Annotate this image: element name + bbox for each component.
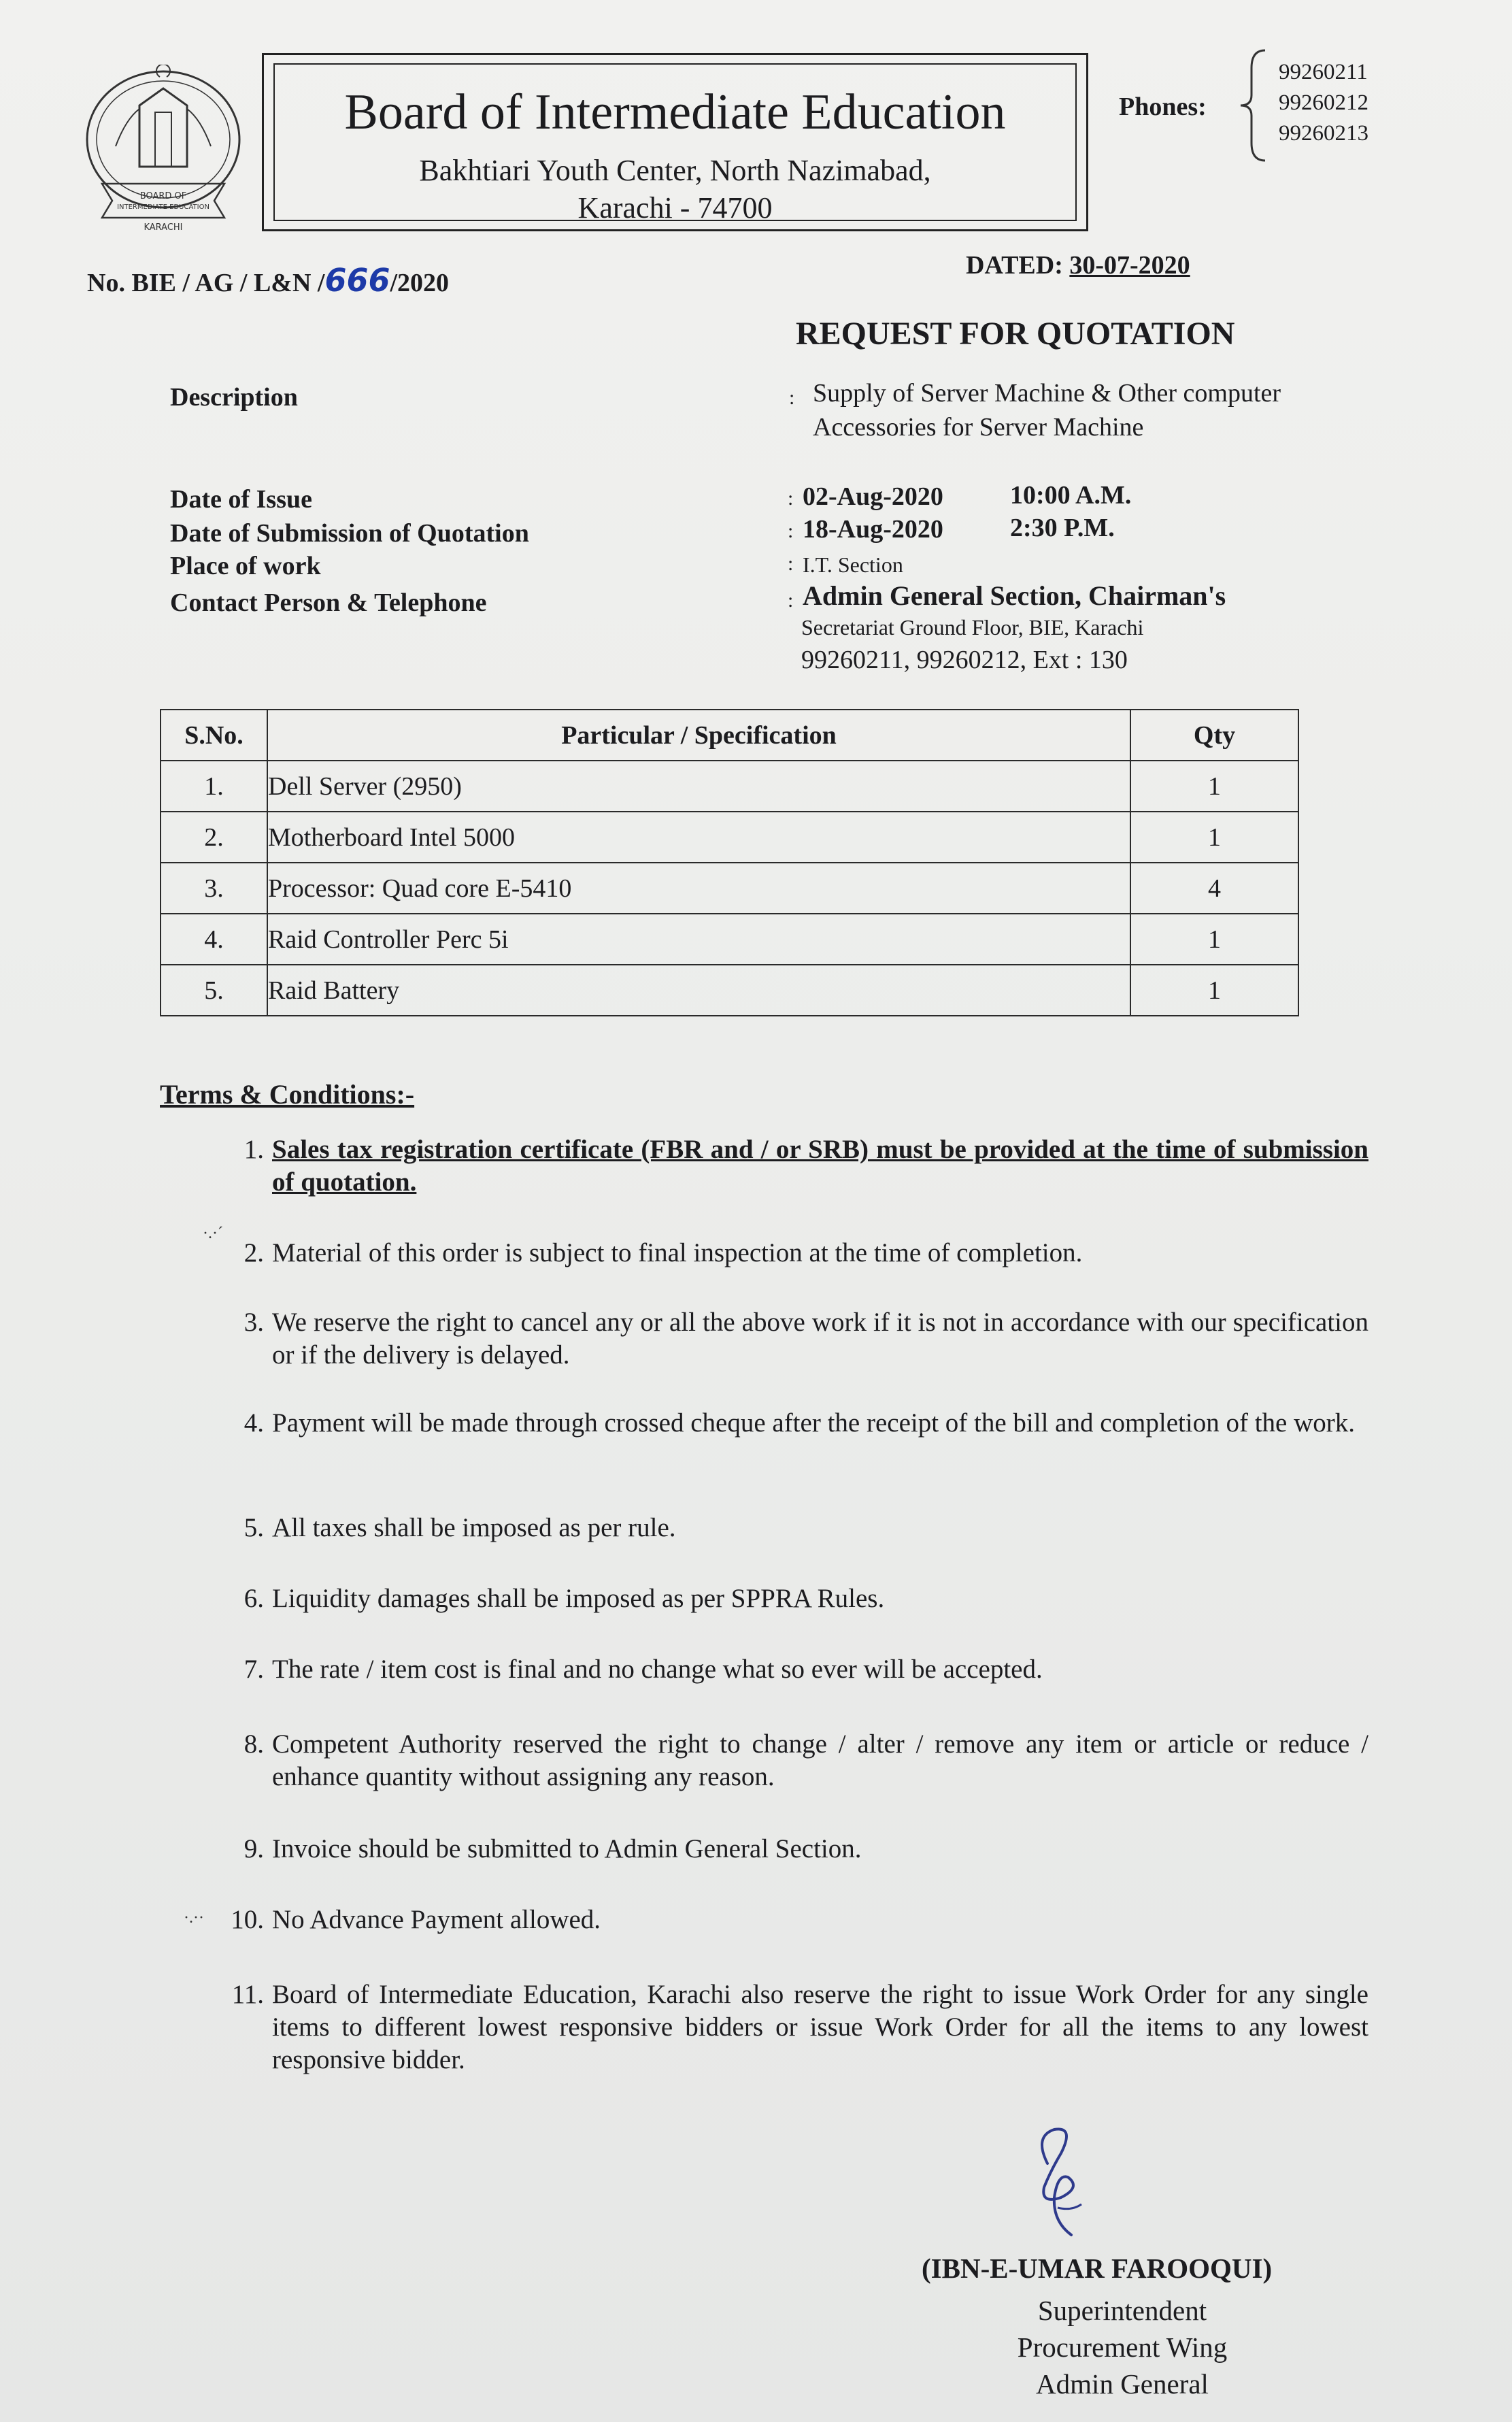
table-row: [161, 761, 1298, 812]
letterhead-box: [262, 53, 1088, 231]
signatory-designation-2: Procurement Wing: [1017, 2332, 1228, 2363]
term-number: 2.: [243, 1238, 264, 1267]
reference-prefix: No. BIE / AG / L&N /: [87, 269, 325, 297]
row-qty: 1: [1130, 761, 1298, 812]
term-item: [243, 1133, 1368, 1199]
row-sno: 4.: [161, 914, 267, 965]
term-text: Board of Intermediate Education, Karachi also reserve the right to issue Work Order for any single items to different lowest responsive bidders or issue Work Order for all the items to any lowest responsive bidder.: [272, 1980, 1368, 2074]
description-line-1: Supply of Server Machine & Other computer: [813, 379, 1281, 408]
term-text: Competent Authority reserved the right to change / alter / remove any item or article or reduce / enhance quantity without assigning any reason.: [272, 1729, 1368, 1791]
term-item: [243, 1237, 1368, 1270]
term-item: [231, 1904, 1368, 1936]
row-item: Motherboard Intel 5000: [267, 812, 1130, 863]
term-number: 8.: [243, 1729, 264, 1759]
term-text: Material of this order is subject to final inspection at the time of completion.: [272, 1238, 1083, 1267]
handwritten-signature-icon: [1007, 2123, 1109, 2245]
term-number: 9.: [243, 1834, 264, 1863]
phones-label: Phones:: [1119, 93, 1207, 121]
term-text: Sales tax registration certificate (FBR and / or SRB) must be provided at the time of submission of quotation.: [272, 1135, 1368, 1197]
term-text: We reserve the right to cancel any or all the above work if it is not in accordance with our specification or if the delivery is delayed.: [272, 1308, 1368, 1370]
term-text: Payment will be made through crossed cheque after the receipt of the bill and completion of the work.: [272, 1408, 1355, 1438]
svg-text:KARACHI: KARACHI: [144, 222, 183, 233]
row-sno: 1.: [161, 761, 267, 812]
term-number: 6.: [243, 1584, 264, 1613]
term-item: [243, 1582, 1368, 1615]
document-title: REQUEST FOR QUOTATION: [796, 316, 1235, 352]
term-number: 5.: [243, 1513, 264, 1542]
submission-date: 18-Aug-2020: [803, 515, 943, 544]
contact-label: Contact Person & Telephone: [170, 588, 487, 617]
organization-name: Board of Intermediate Education: [344, 84, 1006, 140]
issue-label: Date of Issue: [170, 485, 312, 514]
term-item: [231, 1978, 1368, 2076]
term-item: [243, 1833, 1368, 1865]
terms-heading: Terms & Conditions:-: [160, 1079, 415, 1110]
scan-speck: ·.·´: [203, 1225, 223, 1242]
svg-text:BOARD OF: BOARD OF: [139, 191, 187, 201]
row-qty: 4: [1130, 863, 1298, 914]
board-seal-icon: [75, 65, 252, 235]
term-item: [243, 1306, 1368, 1372]
header-qty: Qty: [1130, 710, 1298, 761]
address-line-1: Bakhtiari Youth Center, North Nazimabad,: [419, 154, 931, 187]
place-label: Place of work: [170, 552, 321, 580]
issue-date: 02-Aug-2020: [803, 482, 943, 511]
contact-line-3: 99260211, 99260212, Ext : 130: [801, 646, 1128, 674]
colon: :: [788, 520, 794, 542]
row-item: Processor: Quad core E-5410: [267, 863, 1130, 914]
signatory-name: (IBN-E-UMAR FAROOQUI): [922, 2253, 1273, 2284]
row-item: Raid Controller Perc 5i: [267, 914, 1130, 965]
scan-speck: ·.··: [184, 1909, 204, 1927]
issue-time: 10:00 A.M.: [1010, 481, 1132, 510]
row-item: Raid Battery: [267, 965, 1130, 1016]
row-qty: 1: [1130, 914, 1298, 965]
row-item: Dell Server (2950): [267, 761, 1130, 812]
submission-label: Date of Submission of Quotation: [170, 519, 529, 548]
colon: :: [788, 487, 794, 510]
items-table: [160, 709, 1299, 1016]
dated-label: DATED:: [966, 251, 1063, 280]
phone-number-3: 99260213: [1279, 121, 1368, 146]
row-qty: 1: [1130, 812, 1298, 863]
table-header-row: [161, 710, 1298, 761]
phone-number-1: 99260211: [1279, 60, 1368, 84]
term-item: [243, 1407, 1368, 1440]
term-item: [243, 1653, 1368, 1686]
contact-line-1: Admin General Section, Chairman's: [803, 580, 1226, 611]
header-sno: S.No.: [161, 710, 267, 761]
table-row: [161, 965, 1298, 1016]
phone-number-2: 99260212: [1279, 90, 1368, 115]
term-text: All taxes shall be imposed as per rule.: [272, 1513, 676, 1542]
row-qty: 1: [1130, 965, 1298, 1016]
term-text: The rate / item cost is final and no change what so ever will be accepted.: [272, 1655, 1043, 1684]
signatory-designation-1: Superintendent: [1037, 2295, 1207, 2326]
term-text: No Advance Payment allowed.: [272, 1905, 601, 1934]
address-line-2: Karachi - 74700: [577, 191, 773, 225]
dated: [966, 250, 1190, 280]
term-number: 7.: [243, 1655, 264, 1684]
row-sno: 3.: [161, 863, 267, 914]
term-number: 10.: [231, 1905, 264, 1934]
term-number: 1.: [243, 1135, 264, 1164]
table-row: [161, 863, 1298, 914]
description-line-2: Accessories for Server Machine: [813, 413, 1144, 442]
dated-value: 30-07-2020: [1069, 251, 1190, 280]
term-number: 3.: [243, 1308, 264, 1337]
description-label: Description: [170, 383, 298, 412]
term-item: [243, 1512, 1368, 1544]
colon: :: [788, 589, 794, 612]
svg-text:INTERMEDIATE EDUCATION: INTERMEDIATE EDUCATION: [117, 203, 209, 211]
brace-icon: [1237, 48, 1271, 163]
term-number: 11.: [231, 1980, 264, 2009]
reference-suffix: /2020: [390, 269, 450, 297]
term-text: Liquidity damages shall be imposed as per SPPRA Rules.: [272, 1584, 885, 1613]
row-sno: 2.: [161, 812, 267, 863]
header-particular: Particular / Specification: [267, 710, 1130, 761]
table-row: [161, 812, 1298, 863]
signatory-designation-3: Admin General: [1036, 2368, 1209, 2400]
row-sno: 5.: [161, 965, 267, 1016]
table-row: [161, 914, 1298, 965]
term-text: Invoice should be submitted to Admin General Section.: [272, 1834, 862, 1863]
contact-line-2: Secretariat Ground Floor, BIE, Karachi: [801, 615, 1144, 640]
colon: :: [788, 552, 794, 575]
place-value: I.T. Section: [803, 552, 903, 577]
term-number: 4.: [243, 1408, 264, 1438]
colon: :: [789, 386, 795, 409]
reference-number: [87, 262, 449, 299]
submission-time: 2:30 P.M.: [1010, 514, 1115, 542]
term-item: [243, 1728, 1368, 1793]
reference-handwritten-number: 666: [324, 262, 390, 299]
